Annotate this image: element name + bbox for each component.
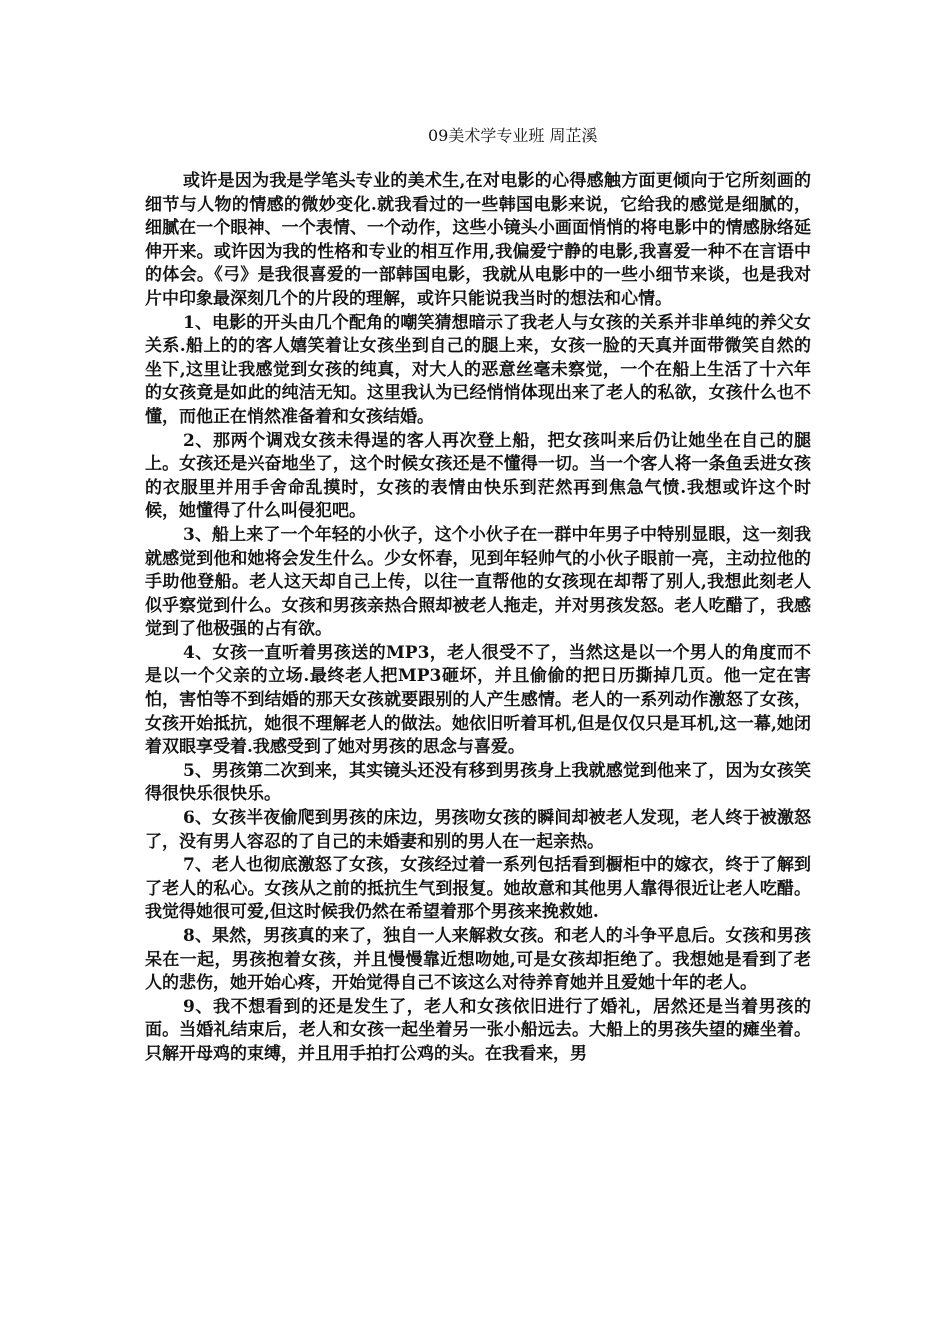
paragraph-2: 2、那两个调戏女孩未得逞的客人再次登上船，把女孩叫来后仍让她坐在自己的腿上。女孩还是兴奋地坐了，这个时候女孩还是不懂得一切。当一个客人将一条鱼丢进女孩的衣服里并用手舍命乱摸时，女孩的表情由快乐到茫然再到焦急气愤.我想或许这个时候，她懂得了什么叫侵犯吧。 [145,430,811,522]
paragraph-1: 1、电影的开头由几个配角的嘲笑猜想暗示了我老人与女孩的关系并非单纯的养父女关系.船上的的客人嬉笑着让女孩坐到自己的腿上来，女孩一脸的天真并面带微笑自然的坐下,这里让我感觉到女孩的纯真，对大人的恶意丝毫未察觉，一个在船上生活了十六年的女孩竟是如此的纯洁无知。这里我认为已经悄悄体现出来了老人的私欲，女孩什么也不懂，而他正在悄然准备着和女孩结婚。 [145,312,811,427]
author-byline: 09美术学专业班 周芷溪 [428,126,598,145]
paragraph-5: 5、男孩第二次到来，其实镜头还没有移到男孩身上我就感觉到他来了，因为女孩笑得很快乐很快乐。 [145,760,811,805]
paragraph-4: 4、女孩一直听着男孩送的MP3，老人很受不了，当然这是以一个男人的角度而不是以一个父亲的立场.最终老人把MP3砸坏，并且偷偷的把日历撕掉几页。他一定在害怕，害怕等不到结婚的那天女孩就要跟别的人产生感情。老人的一系列动作激怒了女孩，女孩开始抵抗，她很不理解老人的做法。她依旧听着耳机,但是仅仅只是耳机,这一幕,她闭着双眼享受着.我感受到了她对男孩的思念与喜爱。 [145,642,811,758]
paragraph-8: 8、果然，男孩真的来了，独自一人来解救女孩。和老人的斗争平息后。女孩和男孩呆在一起，男孩抱着女孩，并且慢慢靠近想吻她,可是女孩却拒绝了。我想她是看到了老人的悲伤，她开始心疼，开始觉得自己不该这么对待养育她并且爱她十年的老人。 [145,926,811,994]
paragraph-9: 9、我不想看到的还是发生了，老人和女孩依旧进行了婚礼，居然还是当着男孩的面。当婚礼结束后，老人和女孩一起坐着另一张小船远去。大船上的男孩失望的瘫坐着。只解开母鸡的束缚，并且用手拍打公鸡的头。在我看来，男 [145,996,811,1064]
paragraph-3: 3、船上来了一个年轻的小伙子，这个小伙子在一群中年男子中特别显眼，这一刻我就感觉到他和她将会发生什么。少女怀春，见到年轻帅气的小伙子眼前一亮，主动拉他的手助他登船。老人这天却自己上传，以往一直帮他的女孩现在却帮了别人,我想此刻老人似乎察觉到什么。女孩和男孩亲热合照却被老人拖走，并对男孩发怒。老人吃醋了，我感觉到了他极强的占有欲。 [145,524,811,640]
paragraph-intro: 或许是因为我是学笔头专业的美术生,在对电影的心得感触方面更倾向于它所刻画的细节与人物的情感的微妙变化.就我看过的一些韩国电影来说，它给我的感觉是细腻的，细腻在一个眼神、一个表情、一个动作，这些小镜头小画面悄悄的将电影中的情感脉络延伸开来。或许因为我的性格和专业的相互作用,我偏爱宁静的电影,我喜爱一种不在言语中的体会。《弓》是我很喜爱的一部韩国电影，我就从电影中的一些小细节来谈，也是我对片中印象最深刻几个的片段的理解，或许只能说我当时的想法和心情。 [145,171,811,309]
paragraph-6: 6、女孩半夜偷爬到男孩的床边，男孩吻女孩的瞬间却被老人发现，老人终于被激怒了，没有男人容忍的了自己的未婚妻和别的男人在一起亲热。 [145,808,811,852]
paragraph-7: 7、老人也彻底激怒了女孩，女孩经过着一系列包括看到橱柜中的嫁衣，终于了解到了老人的私心。女孩从之前的抵抗生气到报复。她故意和其他男人靠得很近让老人吃醋。我觉得她很可爱,但这时候我仍然在希望着那个男孩来挽救她. [145,855,811,923]
essay-body [145,170,811,1067]
